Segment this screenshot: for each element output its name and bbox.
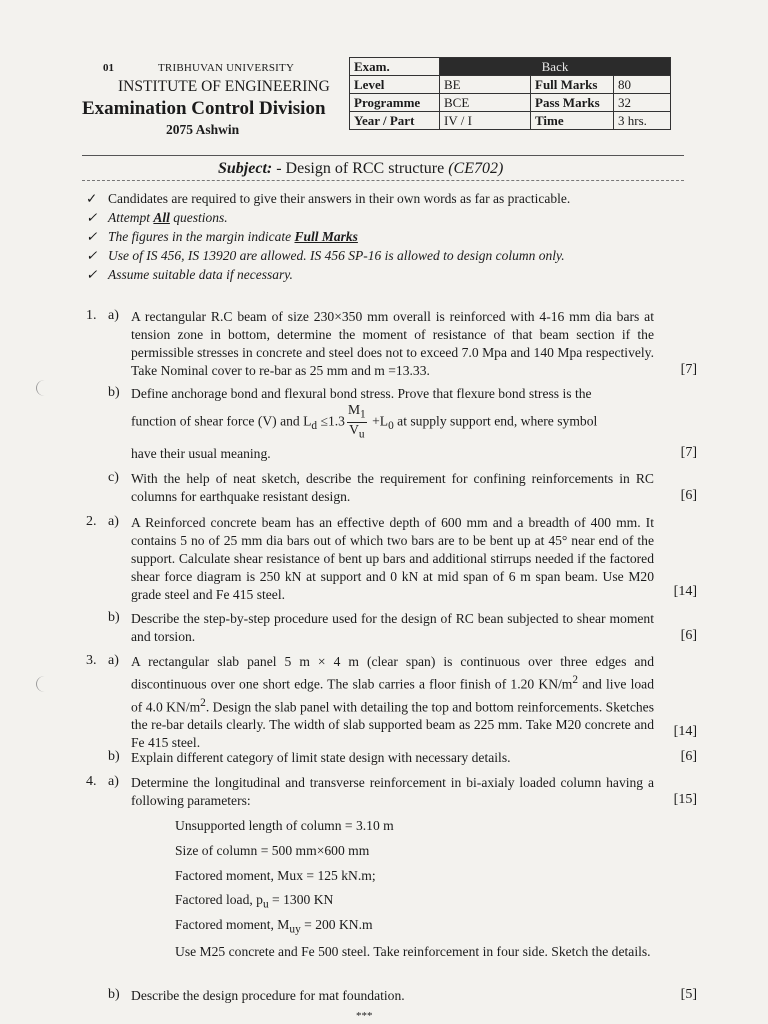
formula-subscript: 1 — [360, 408, 366, 421]
instruction-item — [86, 210, 228, 226]
instruction-item — [86, 267, 293, 283]
instruction-emphasis: Full Marks — [294, 229, 358, 244]
instruction-text: Assume suitable data if necessary. — [108, 267, 293, 282]
question-number: 2. — [86, 514, 97, 529]
question-marks: [6] — [680, 749, 697, 764]
parameter-line — [175, 892, 333, 911]
formula-text: +L — [368, 413, 389, 429]
subject-title: Design of RCC structure — [285, 160, 449, 177]
instruction-item — [86, 191, 570, 207]
year-part-label: Year / Part — [350, 112, 440, 130]
instruction-text: Use of IS 456, IS 13920 are allowed. IS 456 SP-16 is allowed to design column only. — [108, 248, 565, 263]
instruction-text: Candidates are required to give their answers in their own words as far as practicable. — [108, 191, 571, 206]
subject-dash: - — [272, 160, 286, 177]
question-marks: [5] — [680, 987, 697, 1002]
question-number: 1. — [86, 308, 97, 323]
full-marks-label: Full Marks — [531, 76, 614, 94]
question-part: b) — [108, 987, 120, 1002]
question-marks: [7] — [680, 445, 697, 460]
institute-name: INSTITUTE OF ENGINEERING — [118, 78, 330, 95]
question-marks: [7] — [680, 362, 697, 377]
pass-marks-value: 32 — [614, 94, 671, 112]
bond-formula-line — [131, 403, 654, 441]
question-text: Determine the longitudinal and transverse reinforcement in bi-axialy loaded column having a following parameters: — [131, 775, 654, 808]
formula-text: ≤1.3 — [317, 413, 345, 429]
formula-subscript: d — [311, 420, 318, 433]
divider — [82, 155, 684, 156]
formula-subscript: u — [358, 428, 365, 441]
formula-text: function of shear force (V) and L — [131, 413, 312, 429]
question-part: a) — [108, 653, 119, 668]
question-text — [131, 653, 654, 752]
fraction-denominator — [347, 423, 367, 442]
instruction-text: Attempt — [108, 210, 154, 225]
question-text-segment: and live load of 4.0 KN/m — [131, 676, 654, 715]
instruction-emphasis: All — [153, 210, 170, 225]
subject-code: (CE702) — [448, 160, 504, 177]
question-number: 4. — [86, 774, 97, 789]
question-text: A Reinforced concrete beam has an effective depth of 600 mm and a breadth of 400 mm. It contains 5 no of 25 mm dia bars out of which two bars are to be bent up at 45° near end of the support. Calculate shear resistance of bent up bars and additional stirrups needed if the factored shear force diagram is 250 kN at support and 0 kN at mid span of 6 m span beam. Use M20 grade steel and Fe 415 steel. — [131, 515, 654, 602]
question-text: Use M25 concrete and Fe 500 steel. Take reinforcement in four side. Sketch the details. — [175, 944, 651, 959]
question-part: a) — [108, 774, 119, 789]
question-part: a) — [108, 308, 119, 323]
question-text: Explain different category of limit state design with necessary details. — [131, 750, 511, 765]
division-name: Examination Control Division — [82, 98, 326, 119]
programme-value: BCE — [440, 94, 531, 112]
table-row — [350, 94, 671, 112]
parameter-text: = 1300 KN — [268, 892, 334, 907]
instruction-item — [86, 248, 565, 264]
question-marks: [14] — [673, 724, 697, 739]
paper-code: 01 — [103, 62, 114, 74]
checkmark-icon: ✓ — [86, 267, 98, 282]
parameter-line: Size of column = 500 mm×600 mm — [175, 843, 370, 858]
instruction-text: The figures in the margin indicate — [108, 229, 295, 244]
punch-hole-mark — [36, 380, 53, 396]
instruction-text: questions. — [169, 210, 228, 225]
question-text-segment: . Design the slab panel with detailing the top and bottom reinforcements. Sketches the re-bar details clearly. The width of slab supported beam as 225 mm. Take M20 concrete and Fe 415 steel. — [131, 699, 654, 751]
time-label: Time — [531, 112, 614, 130]
level-label: Level — [350, 76, 440, 94]
question-marks: [14] — [673, 584, 697, 599]
exam-value: Back — [440, 58, 671, 76]
instruction-item — [86, 229, 358, 245]
unit-superscript: 2 — [200, 696, 206, 709]
year-part-value: IV / I — [440, 112, 531, 130]
question-text: Describe the step-by-step procedure used for the design of RC bean subjected to shear moment and torsion. — [131, 611, 654, 644]
parameter-text: = 200 KN.m — [300, 917, 373, 932]
parameter-text: Factored moment, M — [175, 917, 290, 932]
punch-hole-mark — [36, 676, 53, 692]
table-row — [350, 58, 671, 76]
divider — [82, 180, 684, 181]
question-part: b) — [108, 385, 120, 400]
question-text: have their usual meaning. — [131, 446, 271, 461]
level-value: BE — [440, 76, 531, 94]
question-text: With the help of neat sketch, describe the requirement for confining reinforcements in RC columns for earthquake resistant design. — [131, 471, 654, 504]
formula-fraction — [347, 403, 367, 441]
question-part: b) — [108, 610, 120, 625]
subject-label: Subject: — [218, 160, 273, 177]
question-part: c) — [108, 470, 119, 485]
checkmark-icon: ✓ — [86, 248, 98, 263]
end-marker: *** — [356, 1010, 373, 1022]
formula-subscript: 0 — [388, 420, 394, 433]
parameter-line: Unsupported length of column = 3.10 m — [175, 818, 394, 833]
university-name: TRIBHUVAN UNIVERSITY — [158, 62, 295, 74]
question-marks: [6] — [680, 488, 697, 503]
table-row — [350, 112, 671, 130]
question-marks: [15] — [673, 792, 697, 807]
question-part: a) — [108, 514, 119, 529]
subject-line — [218, 160, 503, 178]
formula-text: V — [349, 421, 359, 437]
programme-label: Programme — [350, 94, 440, 112]
question-text: Describe the design procedure for mat foundation. — [131, 988, 405, 1003]
question-part: b) — [108, 749, 120, 764]
question-number: 3. — [86, 653, 97, 668]
full-marks-value: 80 — [614, 76, 671, 94]
checkmark-icon: ✓ — [86, 191, 98, 206]
formula-text: M — [347, 402, 361, 417]
question-text: A rectangular R.C beam of size 230×350 mm overall is reinforced with 4-16 mm dia bars at tension zone in bottom, determine the moment of resistance of that beam section if the permissible stresses in concrete and steel does not to exceed 7.0 Mpa and 140 Mpa respectively. Take Nominal cover to re-bar as 25 mm and m =13.33. — [131, 309, 654, 378]
parameter-line — [175, 917, 373, 936]
checkmark-icon: ✓ — [86, 229, 98, 244]
checkmark-icon: ✓ — [86, 210, 98, 225]
parameter-text: Factored load, p — [175, 892, 263, 907]
exam-session: 2075 Ashwin — [166, 122, 240, 137]
question-text: Define anchorage bond and flexural bond stress. Prove that flexure bond stress is the — [131, 386, 592, 401]
exam-info-table — [349, 57, 671, 130]
parameter-line: Factored moment, Mux = 125 kN.m; — [175, 868, 376, 883]
time-value: 3 hrs. — [614, 112, 671, 130]
table-row — [350, 76, 671, 94]
parameter-subscript: u — [262, 898, 269, 911]
fraction-numerator — [347, 403, 367, 423]
question-marks: [6] — [680, 628, 697, 643]
unit-superscript: 2 — [572, 674, 579, 686]
pass-marks-label: Pass Marks — [531, 94, 614, 112]
formula-text: at supply support end, where symbol — [393, 413, 598, 429]
parameter-subscript: uy — [289, 923, 301, 936]
exam-label: Exam. — [350, 58, 440, 76]
question-text-segment: A rectangular slab panel 5 m × 4 m (clear span) is continuous over three edges and discontinuous over one short edge. The slab carries a floor finish of 1.20 KN/m — [131, 654, 654, 692]
